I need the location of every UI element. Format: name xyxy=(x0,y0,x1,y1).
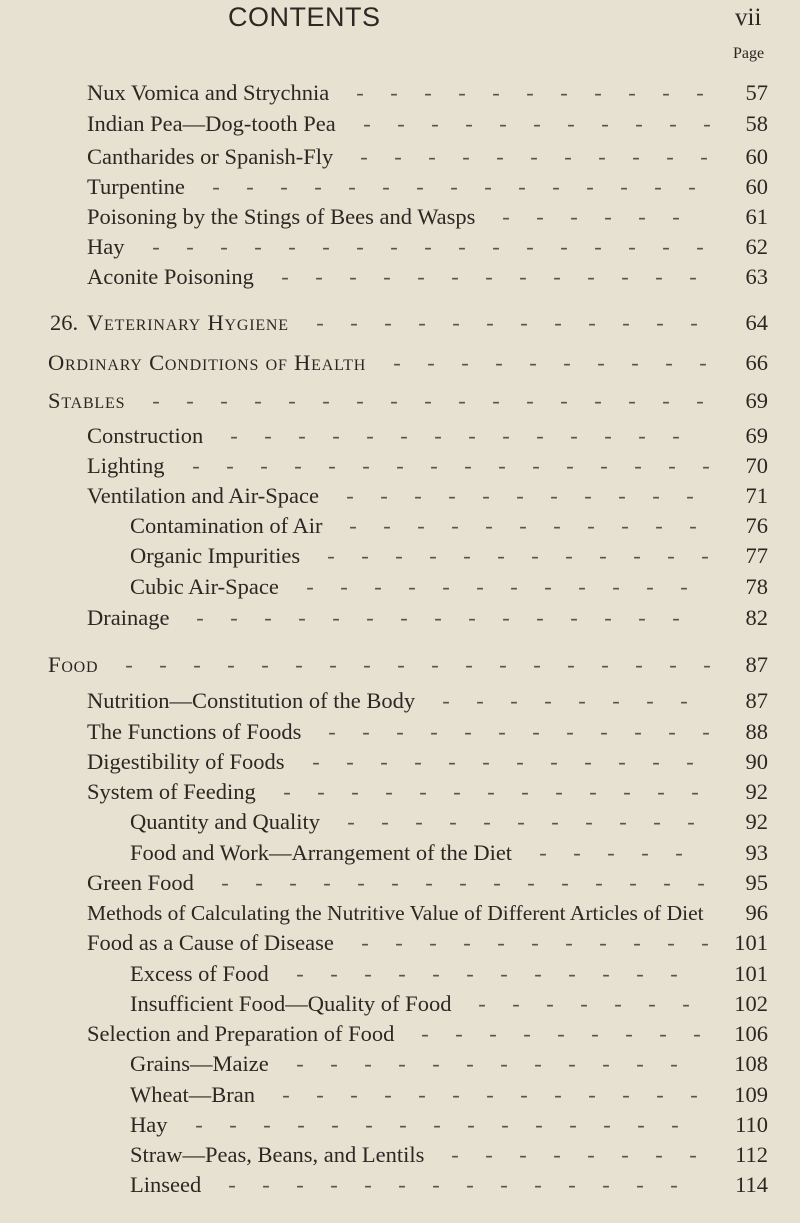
dot-leader: - - - - - - - - - - - - - - - - xyxy=(192,453,710,478)
page-number: 87 xyxy=(745,688,768,713)
page-number: 112 xyxy=(735,1142,768,1167)
section-heading: Veterinary Hygiene xyxy=(87,310,289,335)
dot-leader: - - - - - - - - - - - - - - - xyxy=(196,605,680,630)
dot-leader: - - - - - - - - - xyxy=(421,1021,701,1046)
toc-entry xyxy=(0,900,800,926)
page-number: 63 xyxy=(745,264,768,289)
dot-leader: - - - - - - - - xyxy=(442,688,688,713)
page-number: 62 xyxy=(745,234,768,259)
page-number: 95 xyxy=(745,870,768,895)
entry-title: System of Feeding xyxy=(87,779,256,804)
toc-entry xyxy=(0,961,800,987)
page-number: 109 xyxy=(734,1082,768,1107)
toc-entry xyxy=(0,779,800,805)
entry-title: Lighting xyxy=(87,453,165,478)
entry-title: Excess of Food xyxy=(130,961,269,986)
entry-title: The Functions of Foods xyxy=(87,719,302,744)
entry-title: Grains—Maize xyxy=(130,1051,269,1076)
dot-leader: - - - - - - - - - - - - - - - - - - xyxy=(125,652,711,677)
toc-entry xyxy=(0,234,800,260)
toc-entry xyxy=(0,809,800,835)
dot-leader: - - - - - - - - - - - xyxy=(360,144,708,169)
entry-title: Nutrition—Constitution of the Body xyxy=(87,688,416,713)
toc-entry xyxy=(0,388,800,414)
dot-leader: - - - - - - - - - - - - xyxy=(327,543,709,568)
entry-title: Food as a Cause of Disease xyxy=(87,930,334,955)
toc-entry xyxy=(0,204,800,230)
page-number: 71 xyxy=(745,483,768,508)
page-number: 60 xyxy=(745,144,768,169)
entry-title: Cantharides or Spanish-Fly xyxy=(87,144,334,169)
toc-entry xyxy=(0,1112,800,1138)
dot-leader: - - - - - - - - - - - - - - - xyxy=(195,1112,679,1137)
dot-leader: - - - - - - - - - - - - xyxy=(316,310,698,335)
page-number: 77 xyxy=(745,543,768,568)
toc-entry xyxy=(0,749,800,775)
entry-title: Hay xyxy=(87,234,125,259)
toc-entry xyxy=(0,264,800,290)
toc-entry xyxy=(0,870,800,896)
section-heading: Stables xyxy=(48,388,126,413)
dot-leader: - - - - - - - - - - - - xyxy=(296,961,678,986)
entry-title: Linseed xyxy=(130,1172,202,1197)
entry-title: Contamination of Air xyxy=(130,513,323,538)
entry-title: Nux Vomica and Strychnia xyxy=(87,80,330,105)
entry-title: Indian Pea—Dog-tooth Pea xyxy=(87,111,336,136)
toc-entry xyxy=(0,1172,800,1198)
page-number: 61 xyxy=(745,204,768,229)
entry-title: Poisoning by the Stings of Bees and Wasps xyxy=(87,204,476,229)
dot-leader: - - - - - - - - - - - - - - xyxy=(230,423,680,448)
toc-entry xyxy=(0,652,800,678)
dot-leader: - - - - - - xyxy=(502,204,680,229)
entry-title: Aconite Poisoning xyxy=(87,264,254,289)
toc-entry xyxy=(0,543,800,569)
dot-leader: - - - - - - - - - - - xyxy=(346,483,694,508)
page-number: 69 xyxy=(745,423,768,448)
page-number: 101 xyxy=(734,961,768,986)
dot-leader: - - - - - - - - - - - - - - - - - xyxy=(152,388,704,413)
page-number: 90 xyxy=(745,749,768,774)
page-number: 57 xyxy=(745,80,768,105)
page-number: 64 xyxy=(745,310,768,335)
page-number: 108 xyxy=(734,1051,768,1076)
page-number: 110 xyxy=(735,1112,768,1137)
entry-title: Construction xyxy=(87,423,204,448)
entry-title: Organic Impurities xyxy=(130,543,301,568)
dot-leader: - - - - - - - xyxy=(478,991,690,1016)
page-folio: vii xyxy=(735,4,762,31)
entry-title: Digestibility of Foods xyxy=(87,749,285,774)
entry-title: Cubic Air-Space xyxy=(130,574,279,599)
toc-entry xyxy=(0,930,800,956)
entry-title: Quantity and Quality xyxy=(130,809,320,834)
page-number: 87 xyxy=(745,652,768,677)
section-heading: Food xyxy=(48,652,99,677)
page-number: 93 xyxy=(745,840,768,865)
toc-entry xyxy=(0,174,800,200)
toc-entry xyxy=(0,144,800,170)
toc-entry xyxy=(0,991,800,1017)
toc-entry xyxy=(0,605,800,631)
chapter-number: 26. xyxy=(50,310,79,335)
page-number: 58 xyxy=(745,111,768,136)
toc-entry xyxy=(0,513,800,539)
dot-leader: - - - - - - - - - - - - xyxy=(296,1051,678,1076)
dot-leader: - - - - - - - - - - - - - - xyxy=(228,1172,678,1197)
toc-entry xyxy=(0,423,800,449)
entry-title: Green Food xyxy=(87,870,194,895)
page-number: 114 xyxy=(735,1172,768,1197)
dot-leader: - - - - - xyxy=(539,840,683,865)
entry-title: Selection and Preparation of Food xyxy=(87,1021,395,1046)
page-column-label: Page xyxy=(733,45,765,62)
page-number: 102 xyxy=(734,991,768,1016)
page-number: 66 xyxy=(745,350,768,375)
dot-leader: - - - - - - - - - - - xyxy=(349,513,697,538)
toc-entry xyxy=(0,80,800,106)
entry-title: Wheat—Bran xyxy=(130,1082,255,1107)
page-number: 76 xyxy=(745,513,768,538)
toc-entry xyxy=(0,1142,800,1168)
toc-entry xyxy=(0,111,800,137)
entry-title: Food and Work—Arrangement of the Diet xyxy=(130,840,513,865)
dot-leader: - - - - - - - - - - - - xyxy=(328,719,710,744)
toc-entry xyxy=(0,310,800,336)
page-number: 60 xyxy=(745,174,768,199)
dot-leader: - - - - - - - - - - - xyxy=(361,930,709,955)
page-number: 96 xyxy=(745,900,768,925)
toc-entry xyxy=(0,840,800,866)
page-number: 78 xyxy=(745,574,768,599)
entry-title: Hay xyxy=(130,1112,168,1137)
toc-entry xyxy=(0,1021,800,1047)
page-number: 101 xyxy=(734,930,768,955)
running-title: CONTENTS xyxy=(228,2,381,32)
page-number: 88 xyxy=(745,719,768,744)
page-number: 92 xyxy=(745,809,768,834)
dot-leader: - - - - - - - - - - - - - xyxy=(283,779,699,804)
entry-title: Turpentine xyxy=(87,174,185,199)
page-number: 82 xyxy=(745,605,768,630)
dot-leader: - - - - - - - - - - - - xyxy=(312,749,694,774)
page-number: 106 xyxy=(734,1021,768,1046)
dot-leader: - - - - - - - - - - - xyxy=(363,111,711,136)
dot-leader: - - - - - - - - - - - - - xyxy=(282,1082,698,1107)
dot-leader: - - - - - - - - - - - - xyxy=(306,574,688,599)
entry-title: Drainage xyxy=(87,605,170,630)
dot-leader: - - - - - - - - - - xyxy=(393,350,707,375)
page-number: 70 xyxy=(745,453,768,478)
dot-leader: - - - - - - - - - - - - - - - - - xyxy=(152,234,704,259)
toc-entry xyxy=(0,719,800,745)
dot-leader: - - - - - - - - - - - - - - - xyxy=(221,870,705,895)
toc-entry xyxy=(0,1051,800,1077)
entry-title: Insufficient Food—Quality of Food xyxy=(130,991,452,1016)
entry-title: Ventilation and Air-Space xyxy=(87,483,319,508)
page-header xyxy=(0,0,800,40)
entry-title: Straw—Peas, Beans, and Lentils xyxy=(130,1142,425,1167)
toc-entry xyxy=(0,574,800,600)
toc-entry xyxy=(0,350,800,376)
dot-leader: - - - - - - - - xyxy=(451,1142,697,1167)
section-heading: Ordinary Conditions of Health xyxy=(48,350,367,375)
page-number: 69 xyxy=(745,388,768,413)
toc-entry xyxy=(0,1082,800,1108)
page-number: 92 xyxy=(745,779,768,804)
toc-entry xyxy=(0,483,800,509)
dot-leader: - - - - - - - - - - - - - - - xyxy=(212,174,696,199)
entry-title: Methods of Calculating the Nutritive Value of Different Articles of Diet xyxy=(87,901,704,925)
dot-leader: - - - - - - - - - - - xyxy=(347,809,695,834)
dot-leader: - - - - - - - - - - - - - xyxy=(281,264,697,289)
toc-entry xyxy=(0,688,800,714)
toc-entry xyxy=(0,453,800,479)
dot-leader: - - - - - - - - - - - xyxy=(356,80,704,105)
